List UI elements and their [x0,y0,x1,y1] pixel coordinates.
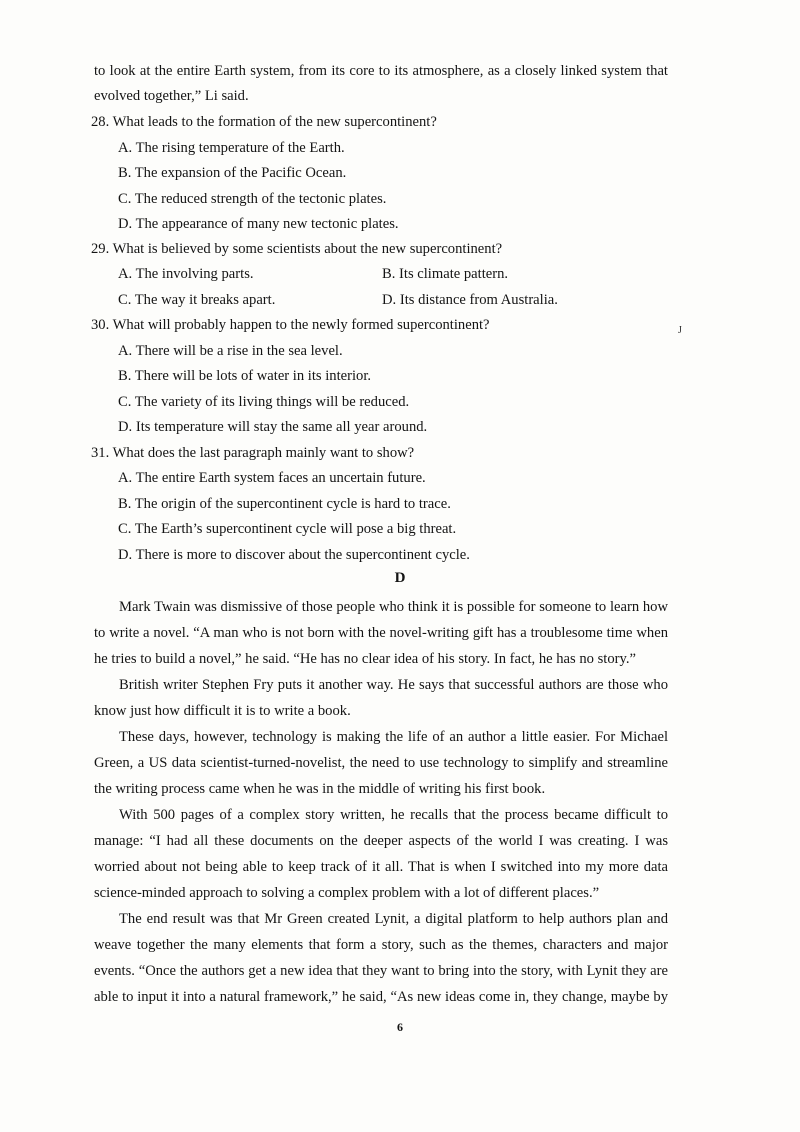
passage-line-12: science-minded approach to solving a complex problem with a lot of different places.” [94,885,600,901]
page-number: 6 [397,1020,403,1034]
passage-line-8: the writing process came when he was in the middle of writing his first book. [94,781,546,797]
passage-line-9: With 500 pages of a complex story written, he recalls that the process became difficult to [119,807,668,823]
q31-option-b: B. The origin of the supercontinent cycle is hard to trace. [118,496,451,512]
question-30: 30. What will probably happen to the newly formed supercontinent? [91,317,490,333]
q28-option-c: C. The reduced strength of the tectonic plates. [118,191,387,207]
passage-line-10: manage: “I had all these documents on the deeper aspects of the world I was creating. I was [94,833,668,849]
question-31: 31. What does the last paragraph mainly want to show? [91,445,415,461]
passage-line-5: know just how difficult it is to write a book. [94,703,351,719]
q30-option-a: A. There will be a rise in the sea level. [118,343,343,359]
q28-option-a: A. The rising temperature of the Earth. [118,140,345,156]
q28-option-d: D. The appearance of many new tectonic plates. [118,216,399,232]
passage-line-1: Mark Twain was dismissive of those people who think it is possible for someone to learn how [119,599,668,615]
q30-option-d: D. Its temperature will stay the same all year around. [118,419,428,435]
passage-line-6: These days, however, technology is making the life of an author a little easier. For Michael [119,729,668,745]
q31-option-d: D. There is more to discover about the supercontinent cycle. [118,547,470,563]
q30-option-c: C. The variety of its living things will be reduced. [118,394,410,410]
question-28: 28. What leads to the formation of the new supercontinent? [91,114,437,130]
q29-option-c: C. The way it breaks apart. [118,292,276,308]
section-heading: D [394,570,406,586]
passage-line-16: able to input it into a natural framework,” he said, “As new ideas come in, they change, maybe by [94,989,668,1005]
q30-option-b: B. There will be lots of water in its interior. [118,368,372,384]
passage-line-15: events. “Once the authors get a new idea that they want to bring into the story, with Lynit they are [94,963,668,979]
passage-line-14: weave together the many elements that form a story, such as the themes, characters and major [94,937,668,953]
intro-line-2: evolved together,” Li said. [94,88,249,104]
passage-line-7: Green, a US data scientist-turned-novelist, the need to use technology to simplify and streamline [94,755,668,771]
passage-line-11: worried about not being able to keep track of it all. That is when I switched into my more data [94,859,668,875]
intro-line-1: to look at the entire Earth system, from its core to its atmosphere, as a closely linked system that [94,63,668,79]
q29-option-a: A. The involving parts. [118,266,254,282]
passage-line-13: The end result was that Mr Green created Lynit, a digital platform to help authors plan and [119,911,668,927]
stray-mark: J [678,325,682,336]
question-29: 29. What is believed by some scientists about the new supercontinent? [91,241,503,257]
q31-option-c: C. The Earth’s supercontinent cycle will pose a big threat. [118,521,457,537]
q31-option-a: A. The entire Earth system faces an uncertain future. [118,470,426,486]
q29-option-d: D. Its distance from Australia. [382,292,558,308]
passage-line-4: British writer Stephen Fry puts it another way. He says that successful authors are those who [119,677,668,693]
q28-option-b: B. The expansion of the Pacific Ocean. [118,165,347,181]
passage-line-2: to write a novel. “A man who is not born with the novel-writing gift has a troublesome time when [94,625,668,641]
passage-line-3: he tries to build a novel,” he said. “He has no clear idea of his story. In fact, he has no story.” [94,651,636,667]
q29-option-b: B. Its climate pattern. [382,266,509,282]
